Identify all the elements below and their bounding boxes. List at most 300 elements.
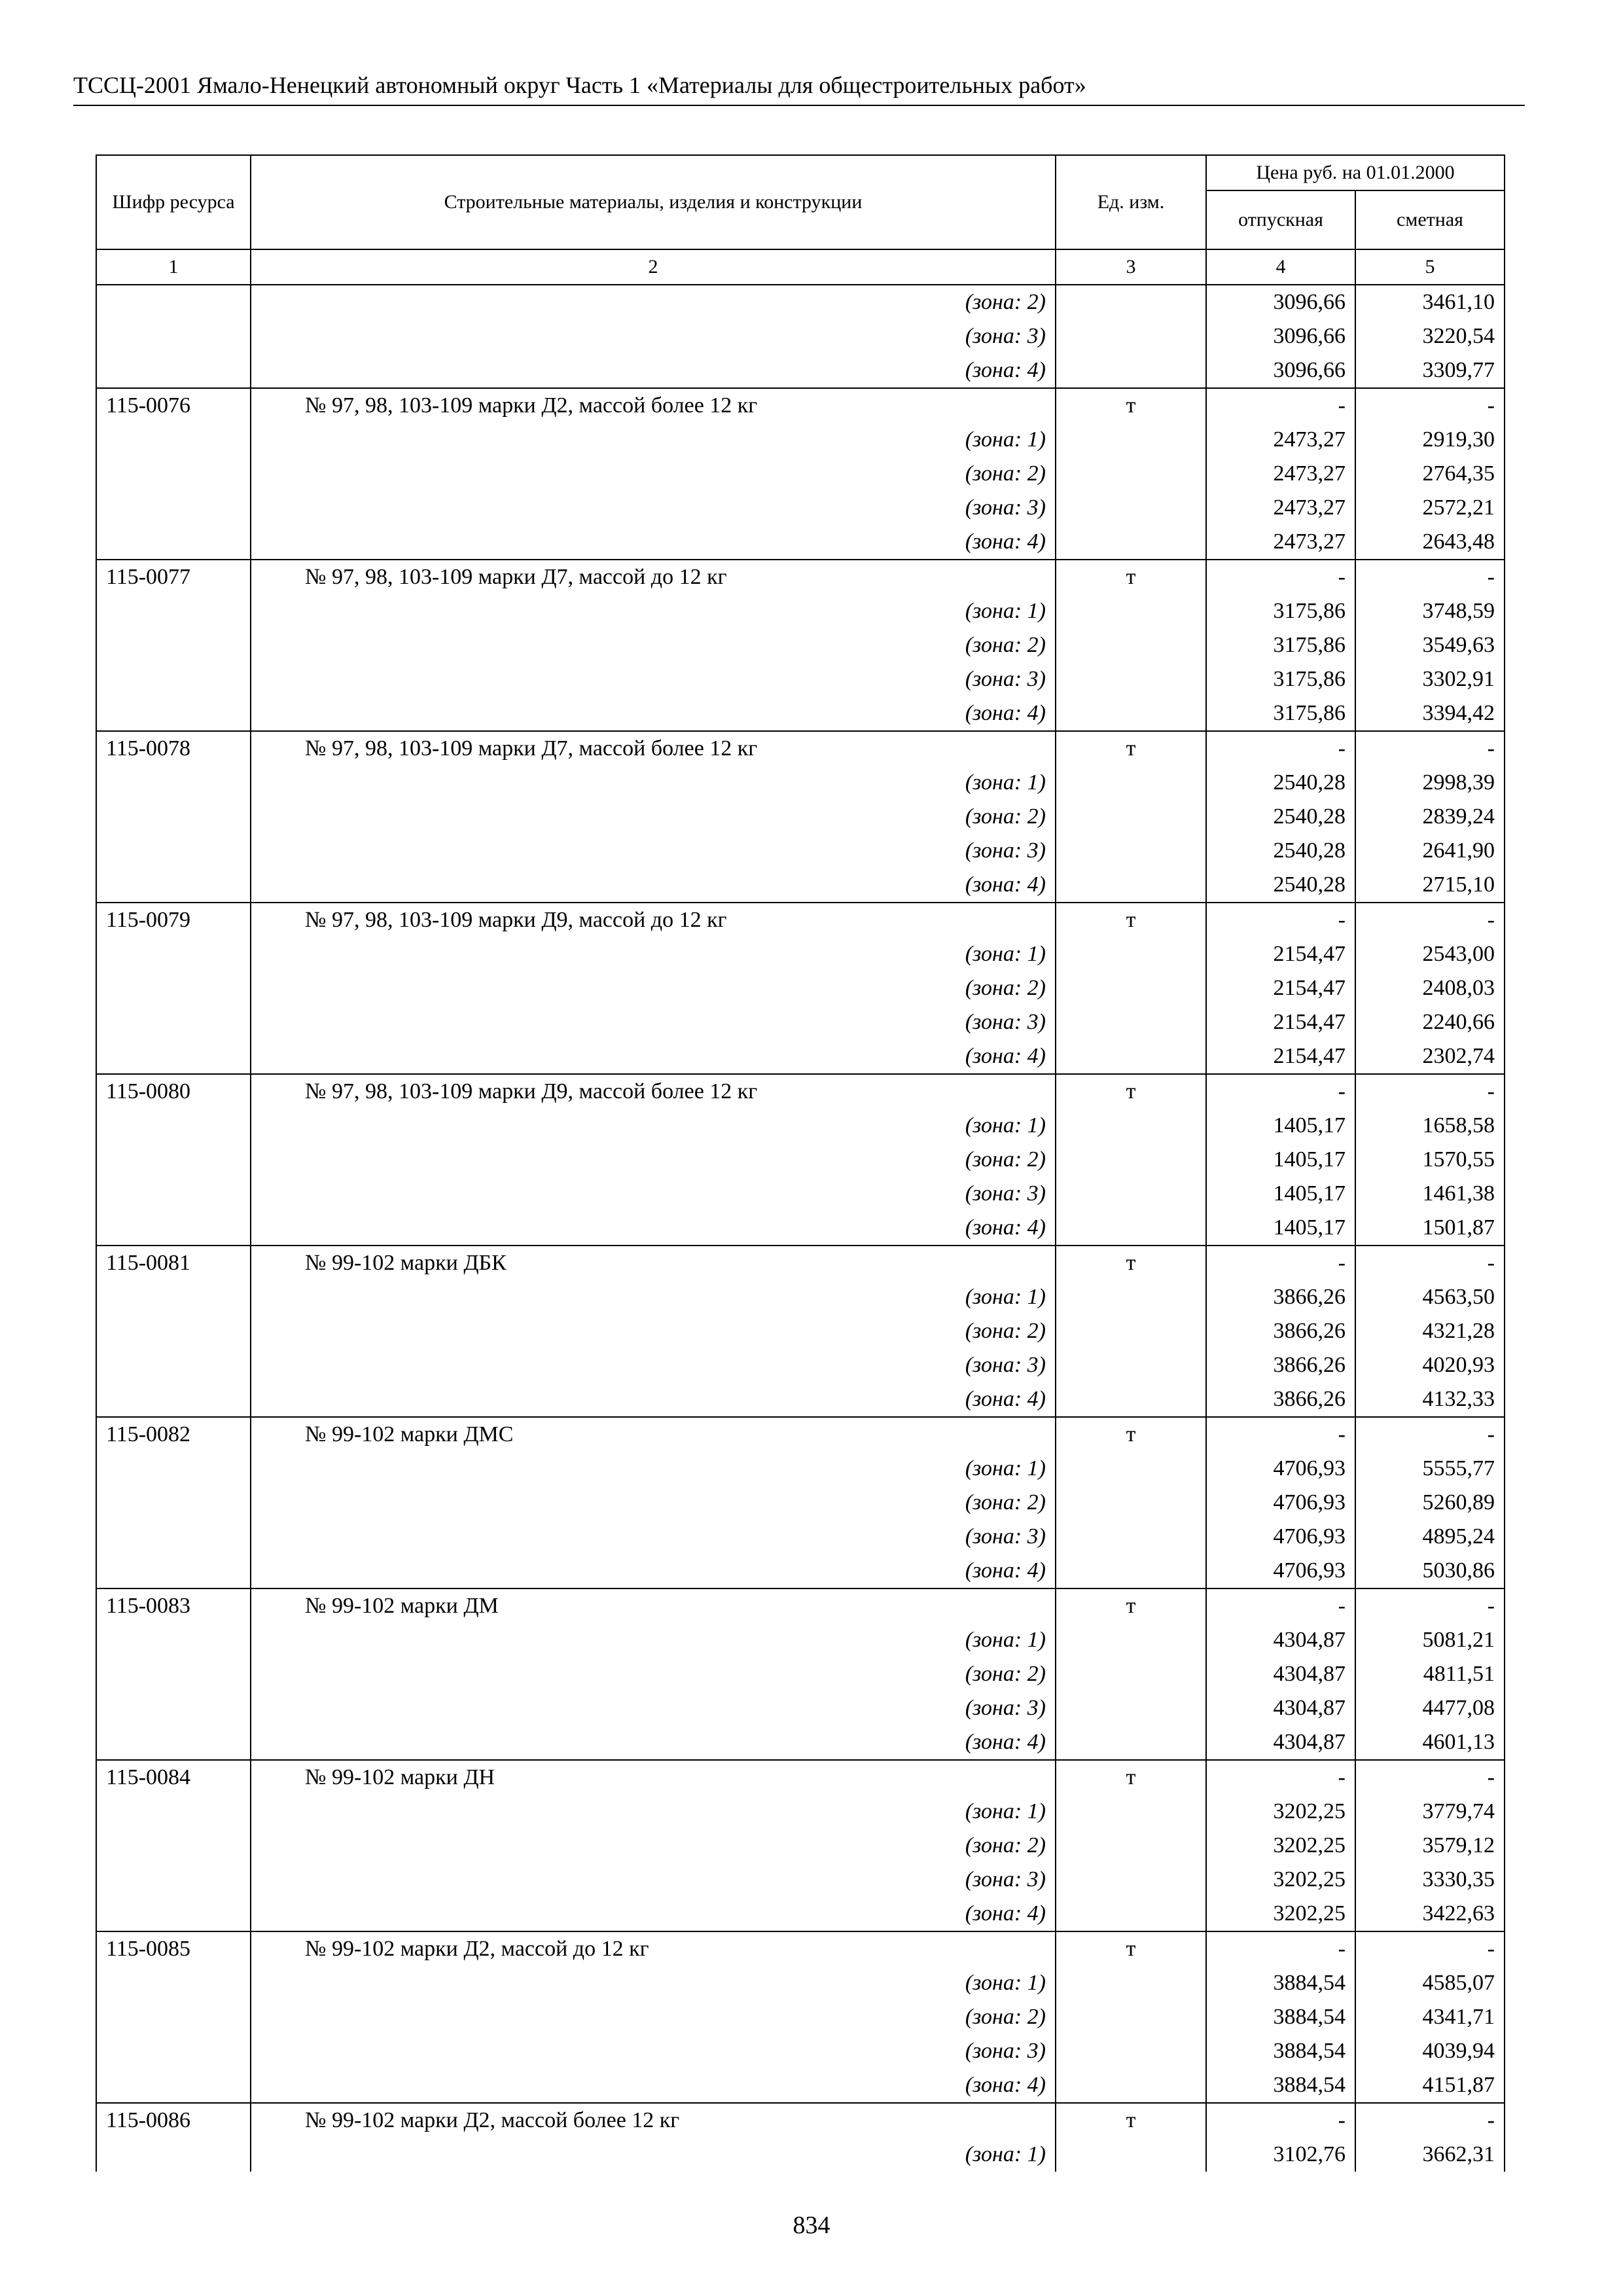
material-name-cell: № 99-102 марки ДН [251, 1760, 1056, 1795]
resource-code-cell [96, 834, 251, 868]
table-row [96, 594, 1505, 628]
unit-cell [1056, 1177, 1206, 1211]
estimate-price-cell: 3422,63 [1355, 1897, 1505, 1931]
table-row [96, 937, 1505, 971]
unit-cell [1056, 491, 1206, 525]
zone-label-cell: (зона: 3) [251, 1348, 1056, 1382]
table-row [96, 1520, 1505, 1554]
estimate-price-cell: 3309,77 [1355, 353, 1505, 388]
zone-label-cell: (зона: 2) [251, 2000, 1056, 2034]
unit-cell [1056, 1623, 1206, 1657]
unit-cell [1056, 696, 1206, 731]
zone-label-cell: (зона: 2) [251, 1657, 1056, 1691]
unit-cell [1056, 662, 1206, 696]
table-body [96, 285, 1505, 2172]
table-row [96, 731, 1505, 766]
unit-cell [1056, 766, 1206, 800]
release-price-cell: - [1206, 903, 1355, 937]
unit-cell [1056, 1795, 1206, 1829]
estimate-price-cell: 3662,31 [1355, 2138, 1505, 2172]
estimate-price-cell: 2302,74 [1355, 1039, 1505, 1074]
resource-code-cell [96, 285, 251, 319]
release-price-cell: 2473,27 [1206, 525, 1355, 560]
unit-cell [1056, 1382, 1206, 1417]
estimate-price-cell: 4132,33 [1355, 1382, 1505, 1417]
table-row [96, 1246, 1505, 1280]
zone-label-cell: (зона: 2) [251, 971, 1056, 1005]
release-price-cell: 3202,25 [1206, 1795, 1355, 1829]
release-price-cell: 3884,54 [1206, 2034, 1355, 2068]
zone-label-cell: (зона: 4) [251, 525, 1056, 560]
header-rule [73, 105, 1525, 106]
zone-label-cell: (зона: 3) [251, 319, 1056, 353]
resource-code-cell [96, 1623, 251, 1657]
col-header-unit: Ед. изм. [1056, 155, 1206, 249]
resource-code-cell [96, 937, 251, 971]
table-row [96, 1143, 1505, 1177]
table-row [96, 662, 1505, 696]
release-price-cell: - [1206, 1074, 1355, 1109]
estimate-price-cell: 1461,38 [1355, 1177, 1505, 1211]
unit-cell [1056, 1109, 1206, 1143]
release-price-cell: 2154,47 [1206, 971, 1355, 1005]
col-header-code: Шифр ресурса [96, 155, 251, 249]
table-row [96, 1348, 1505, 1382]
col-number-3: 3 [1056, 249, 1206, 285]
table-row [96, 1039, 1505, 1074]
resource-code-cell: 115-0077 [96, 560, 251, 594]
table-row [96, 1314, 1505, 1348]
resource-code-cell [96, 766, 251, 800]
resource-code-cell [96, 594, 251, 628]
release-price-cell: 3202,25 [1206, 1863, 1355, 1897]
release-price-cell: - [1206, 1246, 1355, 1280]
estimate-price-cell: 2240,66 [1355, 1005, 1505, 1039]
zone-label-cell: (зона: 3) [251, 2034, 1056, 2068]
material-name-cell: № 99-102 марки Д2, массой более 12 кг [251, 2103, 1056, 2138]
unit-cell [1056, 1452, 1206, 1486]
zone-label-cell: (зона: 3) [251, 491, 1056, 525]
col-number-2: 2 [251, 249, 1056, 285]
unit-cell [1056, 628, 1206, 662]
unit-cell [1056, 1966, 1206, 2000]
unit-cell: т [1056, 731, 1206, 766]
estimate-price-cell: 3394,42 [1355, 696, 1505, 731]
resource-code-cell [96, 1863, 251, 1897]
release-price-cell: 3175,86 [1206, 696, 1355, 731]
zone-label-cell: (зона: 1) [251, 1623, 1056, 1657]
resource-code-cell [96, 1143, 251, 1177]
estimate-price-cell: 5030,86 [1355, 1554, 1505, 1588]
estimate-price-cell: 2839,24 [1355, 800, 1505, 834]
release-price-cell: 1405,17 [1206, 1109, 1355, 1143]
table-row [96, 834, 1505, 868]
resource-code-cell [96, 2138, 251, 2172]
unit-cell: т [1056, 1760, 1206, 1795]
release-price-cell: 2473,27 [1206, 423, 1355, 457]
release-price-cell: - [1206, 1417, 1355, 1452]
release-price-cell: - [1206, 388, 1355, 423]
material-name-cell: № 97, 98, 103-109 марки Д7, массой более 12 кг [251, 731, 1056, 766]
unit-cell [1056, 1039, 1206, 1074]
estimate-price-cell: - [1355, 1074, 1505, 1109]
estimate-price-cell: - [1355, 1760, 1505, 1795]
estimate-price-cell: 3330,35 [1355, 1863, 1505, 1897]
table-row [96, 1417, 1505, 1452]
table-row [96, 1691, 1505, 1725]
resource-code-cell [96, 628, 251, 662]
zone-label-cell: (зона: 2) [251, 628, 1056, 662]
zone-label-cell: (зона: 4) [251, 1211, 1056, 1246]
release-price-cell: - [1206, 560, 1355, 594]
release-price-cell: 2540,28 [1206, 868, 1355, 903]
resource-code-cell [96, 1966, 251, 2000]
col-header-name: Строительные материалы, изделия и конструкции [251, 155, 1056, 249]
resource-code-cell: 115-0082 [96, 1417, 251, 1452]
zone-label-cell: (зона: 3) [251, 834, 1056, 868]
resource-code-cell [96, 1486, 251, 1520]
resource-code-cell [96, 662, 251, 696]
resource-code-cell [96, 696, 251, 731]
resource-code-cell: 115-0085 [96, 1931, 251, 1966]
zone-label-cell: (зона: 4) [251, 868, 1056, 903]
release-price-cell: 3175,86 [1206, 662, 1355, 696]
table-row [96, 1452, 1505, 1486]
resource-code-cell [96, 2034, 251, 2068]
table-row [96, 1966, 1505, 2000]
resource-code-cell [96, 1211, 251, 1246]
release-price-cell: 4304,87 [1206, 1657, 1355, 1691]
estimate-price-cell: 4020,93 [1355, 1348, 1505, 1382]
zone-label-cell: (зона: 2) [251, 1486, 1056, 1520]
estimate-price-cell: - [1355, 731, 1505, 766]
resource-code-cell: 115-0084 [96, 1760, 251, 1795]
unit-cell [1056, 457, 1206, 491]
release-price-cell: - [1206, 731, 1355, 766]
unit-cell [1056, 1657, 1206, 1691]
release-price-cell: 3175,86 [1206, 628, 1355, 662]
zone-label-cell: (зона: 3) [251, 662, 1056, 696]
resource-code-cell [96, 1280, 251, 1314]
resource-code-cell [96, 1829, 251, 1863]
resource-code-cell [96, 491, 251, 525]
table-row [96, 2000, 1505, 2034]
estimate-price-cell: 5081,21 [1355, 1623, 1505, 1657]
resource-code-cell [96, 1452, 251, 1486]
resource-code-cell [96, 1039, 251, 1074]
zone-label-cell: (зона: 2) [251, 457, 1056, 491]
estimate-price-cell: - [1355, 1588, 1505, 1623]
zone-label-cell: (зона: 4) [251, 696, 1056, 731]
release-price-cell: 1405,17 [1206, 1143, 1355, 1177]
zone-label-cell: (зона: 1) [251, 1452, 1056, 1486]
table-row [96, 525, 1505, 560]
zone-label-cell: (зона: 1) [251, 1109, 1056, 1143]
release-price-cell: 3866,26 [1206, 1348, 1355, 1382]
estimate-price-cell: - [1355, 560, 1505, 594]
unit-cell [1056, 1897, 1206, 1931]
table-row [96, 423, 1505, 457]
table-row [96, 457, 1505, 491]
col-header-estimate: сметная [1355, 190, 1505, 249]
unit-cell [1056, 1348, 1206, 1382]
resource-code-cell [96, 353, 251, 388]
unit-cell: т [1056, 1074, 1206, 1109]
release-price-cell: 4706,93 [1206, 1452, 1355, 1486]
estimate-price-cell: 3461,10 [1355, 285, 1505, 319]
table-row [96, 1074, 1505, 1109]
unit-cell [1056, 800, 1206, 834]
unit-cell [1056, 937, 1206, 971]
estimate-price-cell: 1501,87 [1355, 1211, 1505, 1246]
estimate-price-cell: - [1355, 1246, 1505, 1280]
zone-label-cell: (зона: 3) [251, 1520, 1056, 1554]
resource-code-cell [96, 423, 251, 457]
release-price-cell: 3096,66 [1206, 319, 1355, 353]
release-price-cell: - [1206, 2103, 1355, 2138]
resource-code-cell [96, 457, 251, 491]
estimate-price-cell: 3748,59 [1355, 594, 1505, 628]
zone-label-cell: (зона: 1) [251, 2138, 1056, 2172]
resource-code-cell [96, 1348, 251, 1382]
material-name-cell: № 99-102 марки ДМС [251, 1417, 1056, 1452]
release-price-cell: 1405,17 [1206, 1211, 1355, 1246]
estimate-price-cell: 2572,21 [1355, 491, 1505, 525]
estimate-price-cell: - [1355, 388, 1505, 423]
zone-label-cell: (зона: 3) [251, 1177, 1056, 1211]
table-row [96, 2138, 1505, 2172]
release-price-cell: 3884,54 [1206, 2000, 1355, 2034]
material-name-cell: № 97, 98, 103-109 марки Д9, массой более 12 кг [251, 1074, 1056, 1109]
table-row [96, 1588, 1505, 1623]
unit-cell [1056, 868, 1206, 903]
col-number-4: 4 [1206, 249, 1355, 285]
estimate-price-cell: 1658,58 [1355, 1109, 1505, 1143]
unit-cell: т [1056, 903, 1206, 937]
resource-code-cell [96, 319, 251, 353]
page-number: 834 [793, 2212, 830, 2239]
estimate-price-cell: 4585,07 [1355, 1966, 1505, 2000]
table-row [96, 766, 1505, 800]
estimate-price-cell: 4151,87 [1355, 2068, 1505, 2103]
release-price-cell: 3866,26 [1206, 1280, 1355, 1314]
unit-cell: т [1056, 560, 1206, 594]
estimate-price-cell: 4477,08 [1355, 1691, 1505, 1725]
resource-code-cell [96, 525, 251, 560]
estimate-price-cell: 4601,13 [1355, 1725, 1505, 1760]
unit-cell [1056, 1554, 1206, 1588]
table-row [96, 2068, 1505, 2103]
resource-code-cell [96, 868, 251, 903]
col-header-price-group: Цена руб. на 01.01.2000 [1206, 155, 1505, 190]
zone-label-cell: (зона: 3) [251, 1691, 1056, 1725]
table-row [96, 1005, 1505, 1039]
material-name-cell: № 99-102 марки ДБК [251, 1246, 1056, 1280]
table-row [96, 628, 1505, 662]
resource-code-cell [96, 1520, 251, 1554]
estimate-price-cell: - [1355, 903, 1505, 937]
zone-label-cell: (зона: 3) [251, 1005, 1056, 1039]
resource-code-cell [96, 1382, 251, 1417]
release-price-cell: 2154,47 [1206, 1005, 1355, 1039]
table-row [96, 1177, 1505, 1211]
release-price-cell: 3884,54 [1206, 2068, 1355, 2103]
release-price-cell: 2540,28 [1206, 834, 1355, 868]
material-name-cell: № 99-102 марки Д2, массой до 12 кг [251, 1931, 1056, 1966]
estimate-price-cell: 2998,39 [1355, 766, 1505, 800]
unit-cell [1056, 1314, 1206, 1348]
unit-cell [1056, 1143, 1206, 1177]
unit-cell [1056, 594, 1206, 628]
estimate-price-cell: 5260,89 [1355, 1486, 1505, 1520]
unit-cell: т [1056, 388, 1206, 423]
zone-label-cell: (зона: 1) [251, 1966, 1056, 2000]
release-price-cell: 2540,28 [1206, 766, 1355, 800]
table-row [96, 353, 1505, 388]
table-row [96, 319, 1505, 353]
resource-code-cell [96, 1109, 251, 1143]
resource-code-cell [96, 1177, 251, 1211]
unit-cell: т [1056, 2103, 1206, 2138]
zone-label-cell: (зона: 3) [251, 1863, 1056, 1897]
release-price-cell: 2473,27 [1206, 457, 1355, 491]
resource-code-cell [96, 1725, 251, 1760]
table-row [96, 1931, 1505, 1966]
estimate-price-cell: 4563,50 [1355, 1280, 1505, 1314]
resource-code-cell [96, 971, 251, 1005]
resource-code-cell: 115-0086 [96, 2103, 251, 2138]
release-price-cell: 2473,27 [1206, 491, 1355, 525]
unit-cell [1056, 1280, 1206, 1314]
resource-code-cell [96, 2068, 251, 2103]
release-price-cell: 3202,25 [1206, 1829, 1355, 1863]
unit-cell [1056, 971, 1206, 1005]
unit-cell [1056, 285, 1206, 319]
unit-cell [1056, 2034, 1206, 2068]
release-price-cell: 4706,93 [1206, 1520, 1355, 1554]
release-price-cell: 3884,54 [1206, 1966, 1355, 2000]
unit-cell [1056, 2138, 1206, 2172]
release-price-cell: 4304,87 [1206, 1725, 1355, 1760]
estimate-price-cell: 4811,51 [1355, 1657, 1505, 1691]
estimate-price-cell: 2919,30 [1355, 423, 1505, 457]
zone-label-cell: (зона: 4) [251, 1897, 1056, 1931]
release-price-cell: 3096,66 [1206, 353, 1355, 388]
table-row [96, 1795, 1505, 1829]
material-name-cell: № 97, 98, 103-109 марки Д2, массой более 12 кг [251, 388, 1056, 423]
release-price-cell: 4706,93 [1206, 1554, 1355, 1588]
unit-cell: т [1056, 1588, 1206, 1623]
unit-cell: т [1056, 1246, 1206, 1280]
zone-label-cell: (зона: 2) [251, 1143, 1056, 1177]
estimate-price-cell: 4039,94 [1355, 2034, 1505, 2068]
release-price-cell: 2540,28 [1206, 800, 1355, 834]
release-price-cell: - [1206, 1760, 1355, 1795]
resource-code-cell: 115-0076 [96, 388, 251, 423]
resource-code-cell [96, 2000, 251, 2034]
table-row [96, 696, 1505, 731]
unit-cell [1056, 319, 1206, 353]
estimate-price-cell: 2715,10 [1355, 868, 1505, 903]
table-row [96, 1109, 1505, 1143]
estimate-price-cell: 3779,74 [1355, 1795, 1505, 1829]
resource-code-cell [96, 1554, 251, 1588]
zone-label-cell: (зона: 1) [251, 423, 1056, 457]
unit-cell [1056, 1829, 1206, 1863]
estimate-price-cell: 3220,54 [1355, 319, 1505, 353]
unit-cell [1056, 834, 1206, 868]
estimate-price-cell: 4321,28 [1355, 1314, 1505, 1348]
estimate-price-cell: - [1355, 1417, 1505, 1452]
unit-cell [1056, 1486, 1206, 1520]
table-row [96, 971, 1505, 1005]
release-price-cell: 3096,66 [1206, 285, 1355, 319]
estimate-price-cell: 2764,35 [1355, 457, 1505, 491]
release-price-cell: 2154,47 [1206, 1039, 1355, 1074]
estimate-price-cell: 5555,77 [1355, 1452, 1505, 1486]
table-row [96, 1280, 1505, 1314]
release-price-cell: 4304,87 [1206, 1623, 1355, 1657]
estimate-price-cell: 2643,48 [1355, 525, 1505, 560]
table-row [96, 1863, 1505, 1897]
table-row [96, 1829, 1505, 1863]
unit-cell [1056, 2000, 1206, 2034]
zone-label-cell: (зона: 4) [251, 1382, 1056, 1417]
release-price-cell: - [1206, 1931, 1355, 1966]
zone-label-cell: (зона: 1) [251, 1795, 1056, 1829]
estimate-price-cell: 2408,03 [1355, 971, 1505, 1005]
unit-cell [1056, 2068, 1206, 2103]
table-row [96, 1760, 1505, 1795]
estimate-price-cell: 1570,55 [1355, 1143, 1505, 1177]
resource-code-cell [96, 1795, 251, 1829]
material-name-cell: № 99-102 марки ДМ [251, 1588, 1056, 1623]
release-price-cell: 3202,25 [1206, 1897, 1355, 1931]
table-row [96, 1382, 1505, 1417]
release-price-cell: 2154,47 [1206, 937, 1355, 971]
table-row [96, 491, 1505, 525]
resource-code-cell [96, 1314, 251, 1348]
resource-code-cell [96, 1657, 251, 1691]
table-row [96, 1486, 1505, 1520]
table-row [96, 1725, 1505, 1760]
zone-label-cell: (зона: 2) [251, 285, 1056, 319]
resource-code-cell [96, 800, 251, 834]
zone-label-cell: (зона: 4) [251, 353, 1056, 388]
col-header-release: отпускная [1206, 190, 1355, 249]
table-row [96, 285, 1505, 319]
table-row [96, 1554, 1505, 1588]
unit-cell [1056, 423, 1206, 457]
col-number-1: 1 [96, 249, 251, 285]
resource-code-cell: 115-0080 [96, 1074, 251, 1109]
col-number-5: 5 [1355, 249, 1505, 285]
unit-cell [1056, 1725, 1206, 1760]
table-row [96, 800, 1505, 834]
estimate-price-cell: 4341,71 [1355, 2000, 1505, 2034]
unit-cell [1056, 1691, 1206, 1725]
table-row [96, 388, 1505, 423]
estimate-price-cell: 4895,24 [1355, 1520, 1505, 1554]
estimate-price-cell: 3302,91 [1355, 662, 1505, 696]
unit-cell [1056, 525, 1206, 560]
unit-cell [1056, 1005, 1206, 1039]
table-row [96, 1623, 1505, 1657]
release-price-cell: 4304,87 [1206, 1691, 1355, 1725]
release-price-cell: 3866,26 [1206, 1382, 1355, 1417]
resource-code-cell [96, 1897, 251, 1931]
zone-label-cell: (зона: 4) [251, 2068, 1056, 2103]
